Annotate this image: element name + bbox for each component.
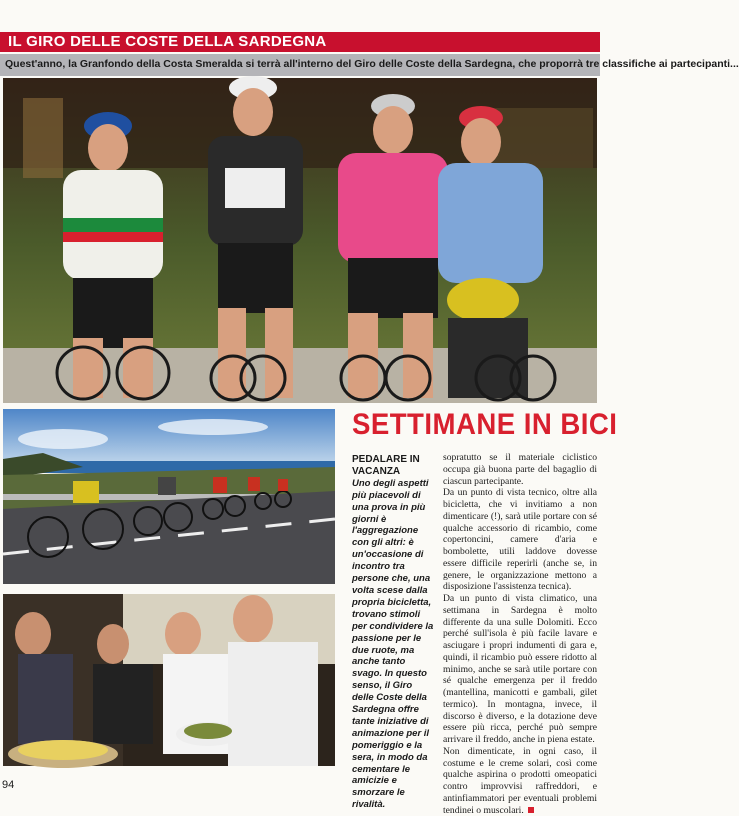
sidebar-text: Uno degli aspetti più piacevoli di una prova in più giorni è l'aggregazione con gli altri: è un'occasione di incontro tra persone che, una volta scese dalla propria bicicletta, trovano stimoli per condividere la passione per le due ruote, ma anche tanto svago. In questo senso, il Giro delle Coste della Sardegna offre tante iniziative di animazione per il pomeriggio e la sera, in modo da cementare le amicizie e smorzare le rivalità. — [352, 477, 434, 811]
sidebar-box — [352, 454, 436, 811]
end-mark — [528, 807, 534, 813]
body-paragraph: Da un punto di vista tecnico, oltre alla bicicletta, che vi invitiamo a non dimenticare (!), sarà utile portare con sé qualche accessorio di ricambio, come copertoncini, camere d'aria e bombolette, utili laddove dovesse essere difficile reperirli (anche se, in genere, le organizzazione mettono a disposizione l'assistenza tecnica). — [443, 487, 597, 593]
dinner-buffet-photo — [3, 594, 335, 766]
body-paragraph: Da un punto di vista climatico, una settimana in Sardegna è molto differente da una sulle Dolomiti. Ecco perché sull'isola è più facile lavare e asciugare i propri indumenti di gara e, quindi, il ricambio può essere ridotto al minimo, anche se sarà utile portare con sé qualche emergenza per il freddo (mantellina, manicotti e gambali, gilet termico). In montagna, invece, il discorso è diverso, e la dotazione deve essere più ricca, perché può sempre arrivare il freddo, anche in piena estate. — [443, 593, 597, 745]
intro-text: Quest'anno, la Granfondo della Costa Smeralda si terrà all'interno del Giro delle Coste della Sardegna, che proporrà tre classifiche ai partecipanti... — [5, 58, 739, 70]
group-of-cyclists-photo — [3, 78, 597, 403]
page-number: 94 — [2, 779, 15, 791]
article-title: SETTIMANE IN BICI — [352, 408, 618, 441]
cyclists-on-coastal-road-photo — [3, 409, 335, 584]
body-paragraph-text: Non dimenticate, in ogni caso, il costume e le creme solari, così come qualche aspirina o prodotti omeopatici contro improvvisi raffreddori, e antinfiammatori per eventuali problemi tendinei o muscolari. — [443, 745, 597, 816]
body-paragraph — [443, 746, 597, 816]
article-body — [443, 452, 597, 816]
body-paragraph: sopratutto se il materiale ciclistico occupa già buona parte del bagaglio di ciascun partecipante. — [443, 452, 597, 487]
section-title: IL GIRO DELLE COSTE DELLA SARDEGNA — [8, 33, 327, 50]
sidebar-heading: PEDALARE IN VACANZA — [352, 454, 420, 477]
